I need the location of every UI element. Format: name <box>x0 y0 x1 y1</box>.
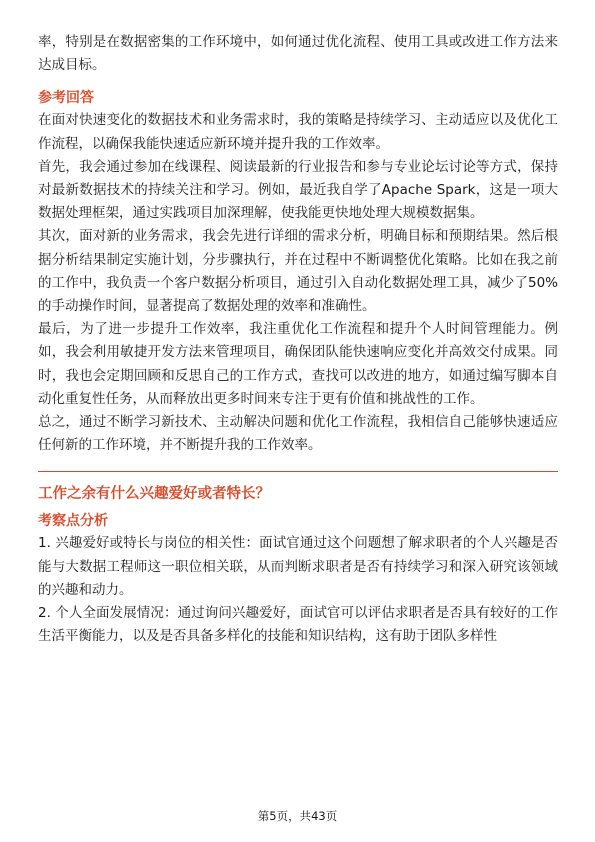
answer-heading: 参考回答 <box>38 90 94 107</box>
page-footer: 第5页，共43页 <box>257 809 338 823</box>
intro-continuation-text: 率，特别是在数据密集的工作环境中，如何通过优化流程、使用工具或改进工作方法来达成目标。 <box>38 34 558 74</box>
answer-paragraph: 最后，为了进一步提升工作效率，我注重优化工作流程和提升个人时间管理能力。例如，我会利用敏捷开发方法来管理项目，确保团队能快速响应变化并高效交付成果。同时，我也会定期回顾和反思自己的工作方式，查找可以改进的地方，如通过编写脚本自动化重复性任务，从而释放出更多时间来专注于更有价值和挑战性的工作。 <box>38 321 558 407</box>
question-title: 工作之余有什么兴趣爱好或者特长？ <box>38 486 270 503</box>
analysis-paragraph: 1. 兴趣爱好或特长与岗位的相关性：面试官通过这个问题想了解求职者的个人兴趣是否能与大数据工程师这一职位相关联，从而判断求职者是否有持续学习和深入研究该领域的兴趣和动力。 <box>38 535 558 598</box>
answer-paragraph: 总之，通过不断学习新技术、主动解决问题和优化工作流程，我相信自己能够快速适应任何新的工作环境，并不断提升我的工作效率。 <box>38 414 558 454</box>
page-content <box>38 31 558 648</box>
answer-paragraph: 首先，我会通过参加在线课程、阅读最新的行业报告和参与专业论坛讨论等方式，保持对最新数据技术的持续关注和学习。例如，最近我自学了Apache Spark，这是一项大数据处理框架，通过实践项目加深理解，使我能更快地处理大规模数据集。 <box>38 158 558 222</box>
answer-paragraph: 在面对快速变化的数据技术和业务需求时，我的策略是持续学习、主动适应以及优化工作流程，以确保我能快速适应新环境并提升我的工作效率。 <box>38 112 558 152</box>
analysis-paragraph: 2. 个人全面发展情况：通过询问兴趣爱好，面试官可以评估求职者是否具有较好的工作生活平衡能力，以及是否具备多样化的技能和知识结构，这有助于团队多样性 <box>38 605 558 645</box>
answer-paragraph: 其次，面对新的业务需求，我会先进行详细的需求分析，明确目标和预期结果。然后根据分析结果制定实施计划，分步骤执行，并在过程中不断调整优化策略。比如在我之前的工作中，我负责一个客户数据分析项目，通过引入自动化数据处理工具，减少了50%的手动操作时间，显著提高了数据处理的效率和准确性。 <box>38 228 558 315</box>
section-divider <box>38 471 558 472</box>
analysis-heading: 考察点分析 <box>38 513 108 530</box>
